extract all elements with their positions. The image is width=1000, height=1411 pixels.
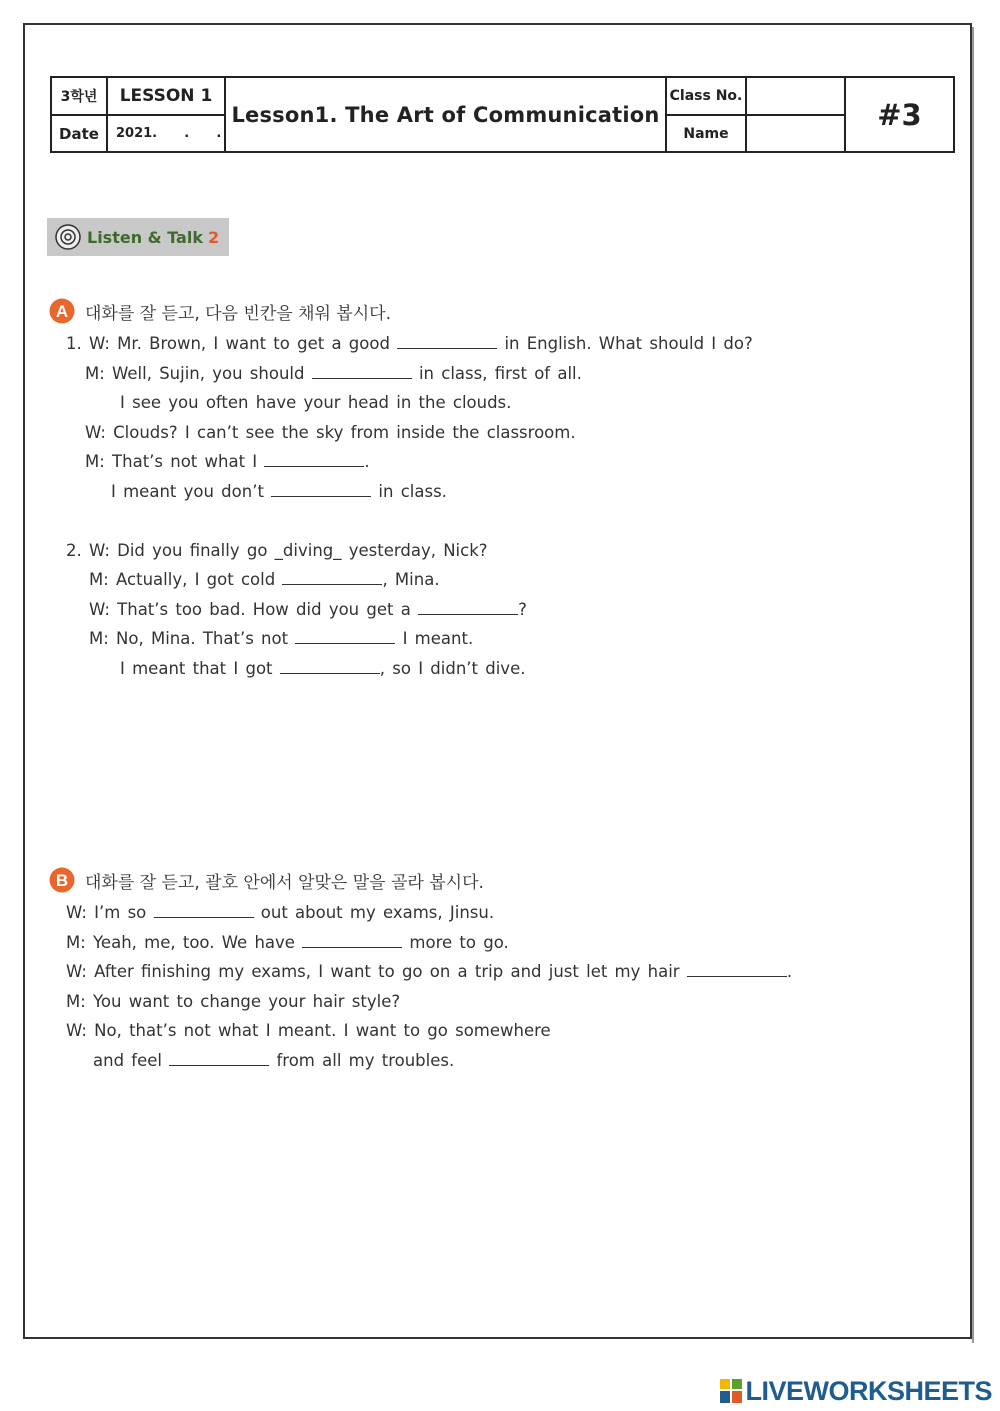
dialog-text: I meant.: [395, 629, 474, 649]
section-a-instruction: 대화를 잘 듣고, 다음 빈칸을 채워 봅시다.: [85, 303, 391, 324]
listen-talk-number: 2: [207, 227, 220, 247]
name-label: Name: [666, 115, 746, 152]
class-no-field[interactable]: [746, 77, 845, 115]
dialog-text: M: You want to change your hair style?: [66, 991, 401, 1011]
dialog-text: 2. W: Did you finally go _diving_ yesterday, Nick?: [66, 541, 488, 560]
dialog-line: [66, 334, 753, 353]
dialog-line: [93, 1051, 454, 1070]
dialog-text: in class, first of all.: [411, 363, 582, 383]
dialog-text: M: Actually, I got cold: [89, 570, 283, 590]
dialog-text: M: No, Mina. That’s not: [89, 629, 296, 649]
answer-blank[interactable]: [418, 600, 518, 615]
section-a-badge-icon: [49, 298, 75, 324]
worksheet-number: #3: [845, 77, 954, 152]
answer-blank[interactable]: [169, 1051, 269, 1066]
dialog-text: more to go.: [402, 932, 509, 952]
dialog-line: [85, 452, 370, 471]
dialog-text: I see you often have your head in the clouds.: [120, 393, 512, 413]
answer-blank[interactable]: [312, 364, 412, 379]
listen-talk-label: Listen & Talk: [87, 227, 203, 247]
answer-blank[interactable]: [271, 482, 371, 497]
svg-text:B: B: [55, 871, 69, 890]
worksheet-title: Lesson1. The Art of Communication: [225, 77, 666, 152]
answer-blank[interactable]: [295, 629, 395, 644]
dialog-line: [66, 962, 792, 981]
header-table: [50, 76, 955, 153]
answer-blank[interactable]: [397, 334, 497, 349]
dialog-text: W: After finishing my exams, I want to go on a trip and just let my hair: [66, 962, 687, 982]
date-label: Date: [51, 115, 107, 152]
section-b-instruction: 대화를 잘 듣고, 괄호 안에서 알맞은 말을 골라 봅시다.: [85, 872, 484, 893]
dialog-text: W: That’s too bad. How did you get a: [89, 599, 419, 619]
dialog-text: M: That’s not what I: [85, 452, 265, 472]
name-field[interactable]: [746, 115, 845, 152]
dialog-line: [66, 903, 494, 922]
dialog-line: [89, 600, 527, 619]
dialog-line: [85, 364, 582, 383]
dialog-text: I meant you don’t: [111, 482, 272, 501]
dialog-line: [89, 629, 473, 648]
dialog-text: , so I didn’t dive.: [379, 658, 526, 678]
liveworksheets-brand: LIVEWORKSHEETS: [745, 1375, 992, 1406]
dialog-line: [111, 482, 447, 501]
section-b-heading: [49, 867, 484, 893]
dialog-text: W: No, that’s not what I meant. I want to go somewhere: [66, 1021, 551, 1041]
date-value: 2021. . .: [107, 115, 225, 152]
dialog-line: [66, 933, 509, 952]
dialog-text: 1. W: Mr. Brown, I want to get a good: [66, 334, 398, 353]
dialog-text: .: [786, 962, 793, 982]
dialog-text: .: [364, 452, 370, 472]
answer-blank[interactable]: [154, 903, 254, 918]
dialog-text: in English. What should I do?: [497, 334, 753, 353]
answer-blank[interactable]: [264, 452, 364, 467]
dialog-text: and feel: [93, 1051, 170, 1070]
dialog-line: [66, 1021, 551, 1040]
dialog-line: [66, 992, 400, 1011]
dialog-text: out about my exams, Jinsu.: [253, 903, 495, 922]
liveworksheets-mark-icon: [720, 1379, 742, 1403]
dialog-text: in class.: [371, 482, 447, 501]
class-no-label: Class No.: [666, 77, 746, 115]
listen-talk-badge: [47, 218, 229, 256]
lesson-cell: LESSON 1: [107, 77, 225, 115]
answer-blank[interactable]: [687, 962, 787, 977]
dialog-text: from all my troubles.: [269, 1051, 455, 1070]
dialog-text: W: Clouds? I can’t see the sky from inside the classroom.: [85, 422, 576, 442]
dialog-text: I meant that I got: [120, 658, 280, 678]
dialog-line: [120, 659, 525, 678]
dialog-text: M: Yeah, me, too. We have: [66, 932, 303, 952]
section-b-badge-icon: [49, 867, 75, 893]
answer-blank[interactable]: [282, 570, 382, 585]
grade-cell: 3학년: [51, 77, 107, 115]
liveworksheets-logo: [720, 1376, 992, 1406]
answer-blank[interactable]: [302, 933, 402, 948]
dialog-text: M: Well, Sujin, you should: [85, 363, 312, 383]
svg-text:A: A: [55, 302, 69, 321]
dialog-text: ?: [518, 599, 527, 619]
section-a-heading: [49, 298, 391, 324]
dialog-line: [85, 423, 576, 442]
dialog-line: [89, 570, 440, 589]
disc-icon: [55, 224, 81, 250]
dialog-line: [66, 541, 488, 560]
answer-blank[interactable]: [280, 659, 380, 674]
dialog-text: W: I’m so: [66, 903, 154, 922]
dialog-text: , Mina.: [382, 570, 440, 590]
dialog-line: [120, 393, 511, 412]
